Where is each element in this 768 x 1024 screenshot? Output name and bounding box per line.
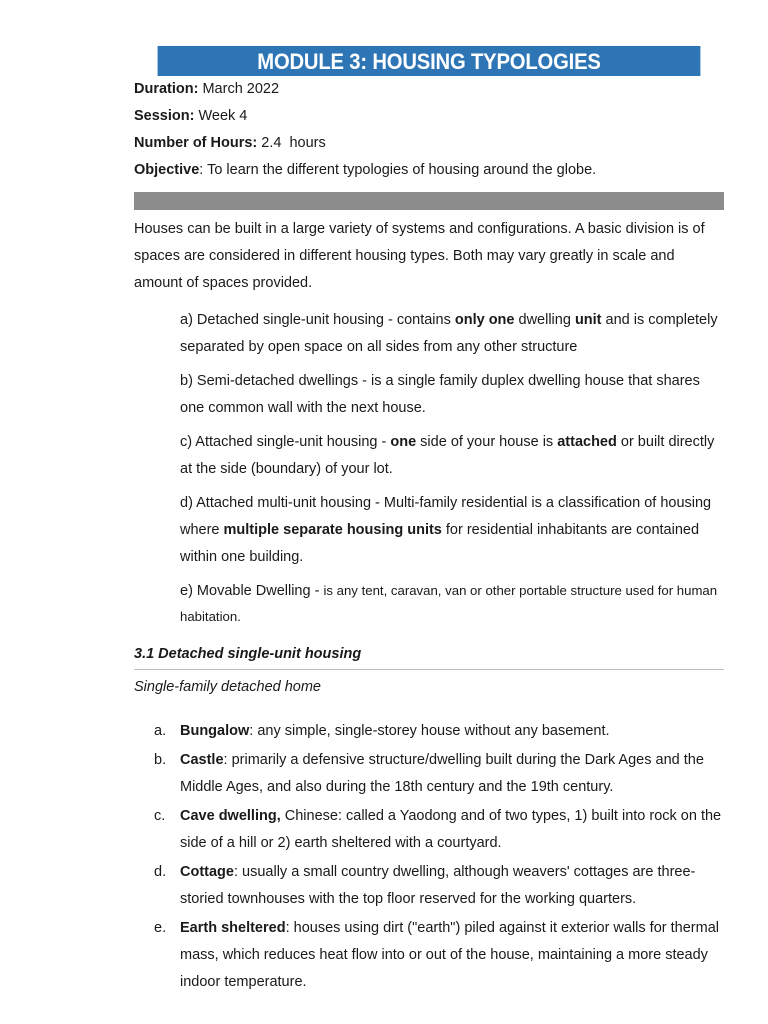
type-a-bold-2: unit [574,312,602,328]
detached-types-list [134,718,724,996]
list-term: Cottage [180,864,234,880]
hours-label: Number of Hours: [134,135,258,151]
divider-bar [134,192,724,210]
module-title: MODULE 3: HOUSING TYPOLOGIES [158,46,701,76]
type-c-text-3: or built directly at the side (boundary) of your lot. [180,434,715,477]
type-c-text-1: c) Attached single-unit housing - [180,434,391,450]
hours-value: 2.4 hours [257,135,326,151]
list-item [134,718,724,745]
type-a-text-3: and is completely separated by open space on all sides from any other structure [180,312,718,355]
duration-row [134,76,724,103]
list-term: Castle [180,752,224,768]
list-marker-text: a. [154,723,167,739]
session-label: Session: [134,108,195,124]
type-item-b: b) Semi-detached dwellings - is a single family duplex dwelling house that shares one common wall with the next house. [180,373,700,416]
list-marker [134,915,180,996]
list-term: Earth sheltered [180,920,286,936]
module-meta [134,76,724,184]
duration-label: Duration: [134,81,199,97]
list-item [134,915,724,996]
list-text [180,859,724,913]
list-marker [134,747,180,801]
type-e-text-2: is any tent, caravan, van or other portable structure used for human habitation. [180,583,718,624]
type-c-bold-2: attached [557,434,617,450]
list-text [180,915,724,996]
list-marker [134,803,180,857]
type-item-a [180,307,724,361]
list-term: Cave dwelling, [180,808,281,824]
list-marker [134,859,180,913]
document-page [134,46,724,998]
type-item-e [180,578,724,629]
list-text [180,718,724,745]
type-a-bold-1: only one [454,312,515,328]
list-description: : primarily a defensive structure/dwelling built during the Dark Ages and the Middle Ages, and also during the 18th century and the 19th century. [180,752,704,795]
list-marker-text: d. [154,864,167,880]
section-subheading: Single-family detached home [134,679,321,695]
list-description: : any simple, single-storey house without any basement. [249,723,610,739]
session-value: Week 4 [194,108,248,124]
type-d-bold-1: multiple separate housing units [223,522,442,538]
duration-value: March 2022 [198,81,280,97]
list-marker-text: e. [154,920,167,936]
objective-label: Objective [134,162,200,178]
list-marker [134,718,180,745]
list-marker-text: b. [154,752,167,768]
type-d-text-2: for residential inhabitants are contained within one building. [180,522,700,565]
objective-row [134,157,724,184]
session-row [134,103,724,130]
type-e-text-1: e) Movable Dwelling - [180,583,324,599]
list-description: : usually a small country dwelling, although weavers' cottages are three-storied townhouses with the top floor reserved for the working quarters. [180,864,696,907]
type-c-bold-1: one [390,434,417,450]
objective-value: : To learn the different typologies of housing around the globe. [199,162,597,178]
type-a-text-2: dwelling [514,312,575,328]
list-description: : houses using dirt ("earth") piled against it exterior walls for thermal mass, which reduces heat flow into or out of the house, maintaining a more steady indoor temperature. [180,920,719,990]
list-item [134,803,724,857]
intro-paragraph: Houses can be built in a large variety of systems and configurations. A basic division is of spaces are considered in different housing types. Both may vary greatly in scale and amount of spaces provided. [134,221,705,291]
section-heading: 3.1 Detached single-unit housing [134,643,724,670]
list-marker-text: c. [154,808,166,824]
type-c-text-2: side of your house is [416,434,558,450]
type-a-text-1: a) Detached single-unit housing - contains [180,312,455,328]
list-text [180,803,724,857]
type-d-text-1: d) Attached multi-unit housing - Multi-family residential is a classification of housing where [180,495,712,538]
list-description: Chinese: called a Yaodong and of two types, 1) built into rock on the side of a hill or 2) earth sheltered with a courtyard. [180,808,722,851]
list-text [180,747,724,801]
type-item-c [180,429,724,483]
list-term: Bungalow [180,723,250,739]
hours-row [134,130,724,157]
type-item-d [180,490,724,571]
housing-types-list [180,307,724,629]
list-item [134,747,724,801]
list-item [134,859,724,913]
